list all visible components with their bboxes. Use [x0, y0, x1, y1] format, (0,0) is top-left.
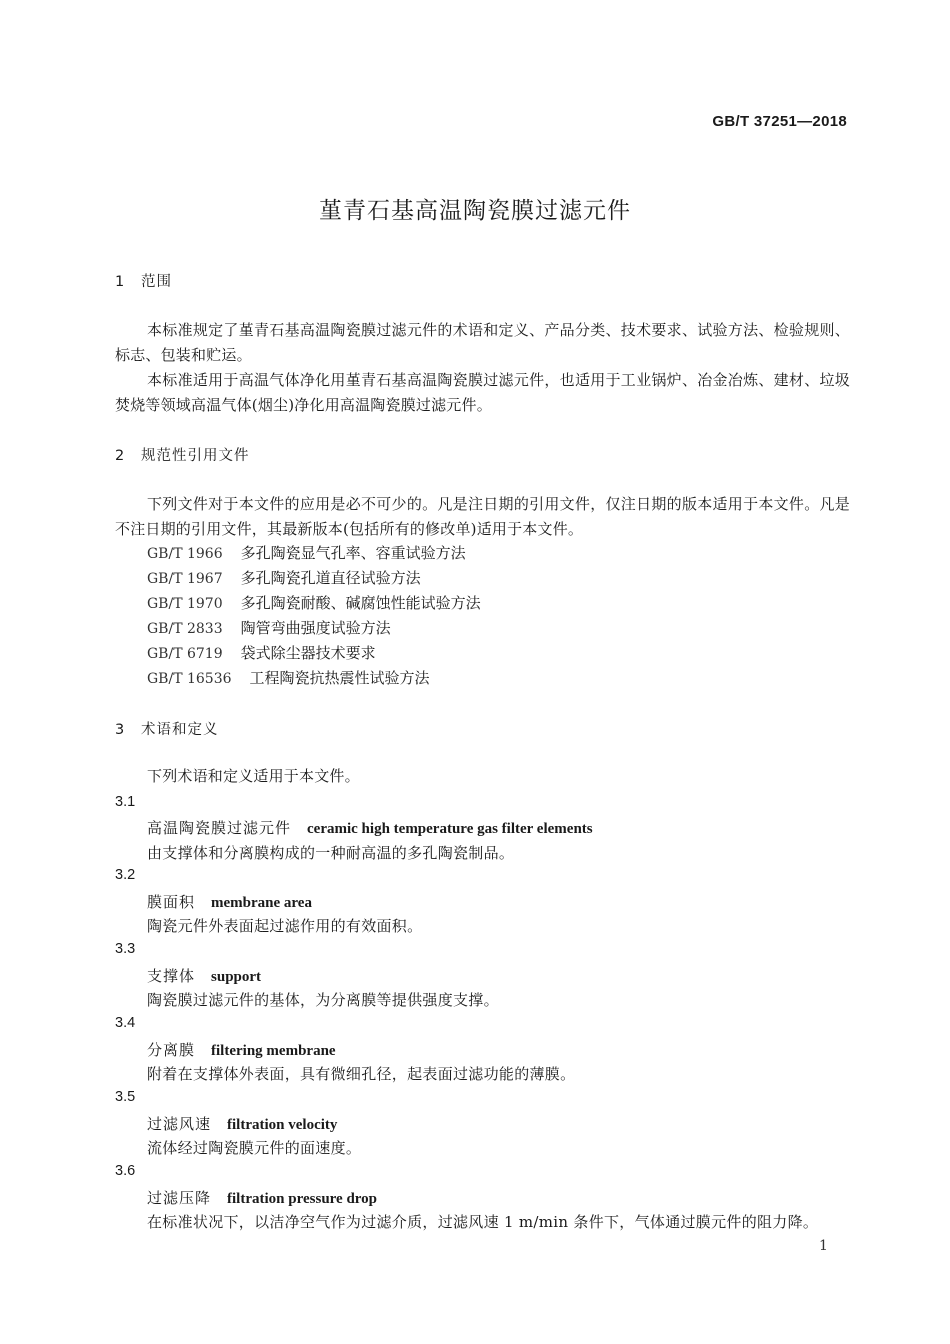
term-entry [147, 817, 593, 838]
term-english: filtration pressure drop [227, 1191, 378, 1207]
reference-code: GB/T 1966 [147, 546, 223, 562]
section-3-heading [115, 718, 219, 739]
term-chinese: 过滤压降 [147, 1189, 212, 1207]
term-definition: 附着在支撑体外表面，具有微细孔径，起表面过滤功能的薄膜。 [147, 1065, 576, 1083]
term-chinese: 高温陶瓷膜过滤元件 [147, 819, 292, 837]
term-english: ceramic high temperature gas filter elements [307, 821, 593, 837]
term-english: filtration velocity [227, 1117, 338, 1133]
clause-number: 3.6 [115, 1163, 136, 1179]
reference-code: GB/T 6719 [147, 646, 223, 662]
section-1-paragraph-2: 本标准适用于高温气体净化用堇青石基高温陶瓷膜过滤元件，也适用于工业锅炉、冶金冶炼、建材、垃圾焚烧等领域高温气体(烟尘)净化用高温陶瓷膜过滤元件。 [115, 371, 850, 414]
term-definition: 由支撑体和分离膜构成的一种耐高温的多孔陶瓷制品。 [147, 844, 515, 862]
clause-number: 3.2 [115, 867, 136, 883]
reference-title: 袋式除尘器技术要求 [240, 644, 376, 662]
section-title: 规范性引用文件 [141, 448, 250, 464]
term-entry [147, 965, 261, 986]
term-entry [147, 1113, 337, 1134]
reference-item [147, 591, 481, 617]
term-definition: 陶瓷元件外表面起过滤作用的有效面积。 [147, 917, 423, 935]
term-chinese: 支撑体 [147, 967, 196, 985]
reference-item [147, 666, 430, 692]
reference-item [147, 616, 391, 642]
term-definition: 陶瓷膜过滤元件的基体，为分离膜等提供强度支撑。 [147, 991, 499, 1009]
section-title: 术语和定义 [141, 722, 219, 738]
term-entry [147, 1187, 377, 1208]
clause-number: 3.4 [115, 1015, 136, 1031]
section-2-intro: 下列文件对于本文件的应用是必不可少的。凡是注日期的引用文件，仅注日期的版本适用于本文件。凡是不注日期的引用文件，其最新版本(包括所有的修改单)适用于本文件。 [115, 495, 850, 538]
term-definition: 流体经过陶瓷膜元件的面速度。 [147, 1139, 362, 1157]
reference-code: GB/T 16536 [147, 671, 232, 687]
page-number: 1 [819, 1238, 828, 1254]
reference-item [147, 566, 421, 592]
term-definition: 在标准状况下，以洁净空气作为过滤介质，过滤风速 1 m/min 条件下，气体通过膜元件的阻力降。 [147, 1213, 819, 1231]
reference-code: GB/T 1967 [147, 571, 223, 587]
reference-title: 多孔陶瓷显气孔率、容重试验方法 [240, 544, 466, 562]
reference-code: GB/T 2833 [147, 621, 223, 637]
clause-number: 3.5 [115, 1089, 136, 1105]
reference-title: 工程陶瓷抗热震性试验方法 [249, 669, 430, 687]
standard-code: GB/T 37251—2018 [712, 113, 847, 130]
section-3-intro: 下列术语和定义适用于本文件。 [147, 767, 360, 785]
section-2-heading [115, 444, 250, 465]
reference-item [147, 641, 376, 667]
reference-code: GB/T 1970 [147, 596, 223, 612]
term-english: membrane area [211, 895, 312, 911]
reference-title: 多孔陶瓷孔道直径试验方法 [240, 569, 421, 587]
term-entry [147, 891, 312, 912]
term-chinese: 膜面积 [147, 893, 196, 911]
term-chinese: 分离膜 [147, 1041, 196, 1059]
section-number: 3 [115, 722, 126, 738]
document-title: 堇青石基高温陶瓷膜过滤元件 [319, 198, 631, 224]
clause-number: 3.1 [115, 794, 136, 810]
term-english: support [211, 969, 262, 985]
section-1-heading [115, 270, 172, 291]
reference-title: 多孔陶瓷耐酸、碱腐蚀性能试验方法 [240, 594, 481, 612]
clause-number: 3.3 [115, 941, 136, 957]
reference-item [147, 541, 466, 567]
term-chinese: 过滤风速 [147, 1115, 212, 1133]
term-english: filtering membrane [211, 1043, 336, 1059]
section-number: 1 [115, 274, 126, 290]
reference-title: 陶管弯曲强度试验方法 [240, 619, 391, 637]
section-title: 范围 [141, 274, 172, 290]
section-1-paragraph-1: 本标准规定了堇青石基高温陶瓷膜过滤元件的术语和定义、产品分类、技术要求、试验方法、检验规则、标志、包装和贮运。 [115, 321, 850, 364]
section-number: 2 [115, 448, 126, 464]
term-entry [147, 1039, 336, 1060]
